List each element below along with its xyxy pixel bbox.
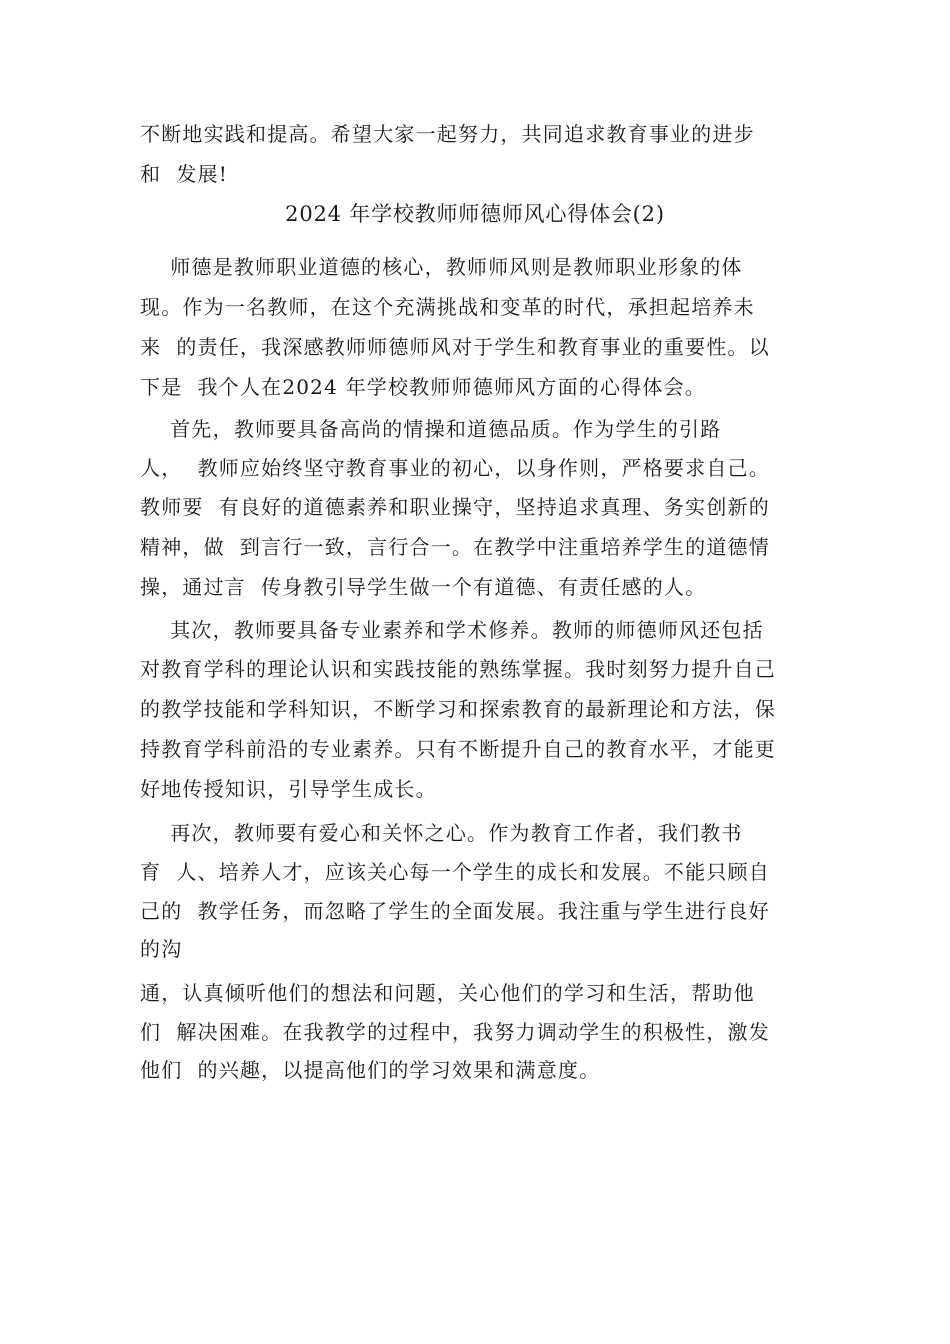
paragraph-line: 现。作为一名教师，在这个充满挑战和变革的时代，承担起培养未 xyxy=(140,295,755,319)
paragraph-line: 他们 的兴趣，以提高他们的学习效果和满意度。 xyxy=(140,1058,601,1082)
document-title: 2024 年学校教师师德师风心得体会(2) xyxy=(285,202,665,226)
paragraph-line: 持教育学科前沿的专业素养。只有不断提升自己的教育水平，才能更 xyxy=(140,737,776,761)
intro-line: 不断地实践和提高。希望大家一起努力，共同追求教育事业的进步 xyxy=(140,122,755,146)
paragraph-line: 操，通过言 传身教引导学生做一个有道德、有责任感的人。 xyxy=(140,575,707,599)
paragraph-line: 育 人、培养人才，应该关心每一个学生的成长和发展。不能只顾自 xyxy=(140,860,770,884)
paragraph-line: 己的 教学任务，而忽略了学生的全面发展。我注重与学生进行良好 xyxy=(140,899,770,923)
paragraph-line: 再次，教师要有爱心和关怀之心。作为教育工作者，我们教书 xyxy=(140,821,743,845)
paragraph-line: 人， 教师应始终坚守教育事业的初心，以身作则，严格要求自己。 xyxy=(140,456,770,480)
paragraph-line: 对教育学科的理论认识和实践技能的熟练掌握。我时刻努力提升自己 xyxy=(140,657,776,681)
paragraph-line: 好地传授知识，引导学生成长。 xyxy=(140,777,437,801)
intro-line: 和 发展! xyxy=(140,162,228,186)
paragraph-line: 精神，做 到言行一致，言行合一。在教学中注重培养学生的道德情 xyxy=(140,535,770,559)
paragraph-line: 下是 我个人在2024 年学校教师师德师风方面的心得体会。 xyxy=(140,375,706,399)
paragraph-line: 来 的责任，我深感教师师德师风对于学生和教育事业的重要性。以 xyxy=(140,335,770,359)
paragraph-line: 的沟 xyxy=(140,937,183,961)
paragraph-line: 首先，教师要具备高尚的情操和道德品质。作为学生的引路 xyxy=(140,417,722,441)
paragraph-line: 教师要 有良好的道德素养和职业操守，坚持追求真理、务实创新的 xyxy=(140,495,770,519)
paragraph-line: 师德是教师职业道德的核心，教师师风则是教师职业形象的体 xyxy=(140,255,743,279)
paragraph-line: 其次，教师要具备专业素养和学术修养。教师的师德师风还包括 xyxy=(140,618,764,642)
paragraph-line: 们 解决困难。在我教学的过程中，我努力调动学生的积极性，激发 xyxy=(140,1020,770,1044)
paragraph-line: 的教学技能和学科知识，不断学习和探索教育的最新理论和方法，保 xyxy=(140,697,776,721)
paragraph-line: 通，认真倾听他们的想法和问题，关心他们的学习和生活，帮助他 xyxy=(140,981,755,1005)
